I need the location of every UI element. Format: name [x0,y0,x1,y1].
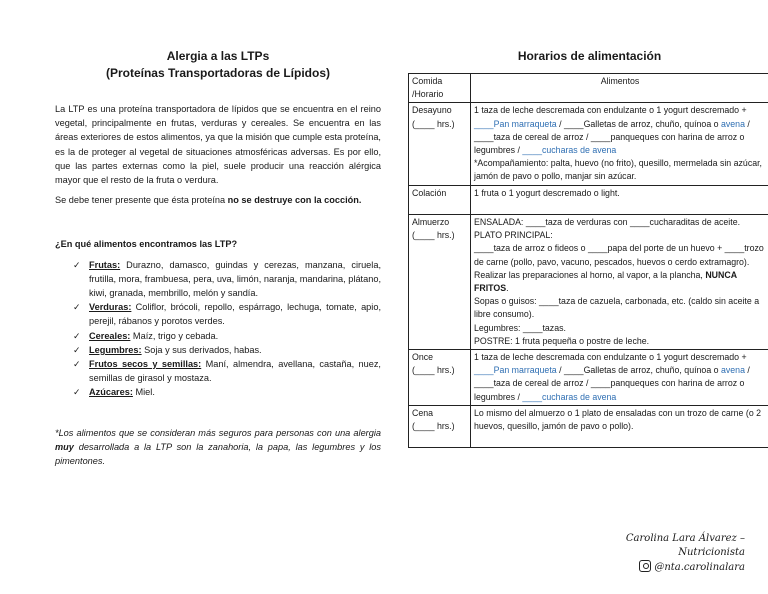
ltp-info-column [55,48,381,477]
meal-cell: Once (____ hrs.) [409,350,471,406]
foods-cell: 1 taza de leche descremada con endulzante o 1 yogurt descremado + ____Pan marraqueta / ____Galletas de arroz, chuño, quínoa o avena / ____taza de cereal de arroz / ____panqueques con harina de arroz o legumbres / ____cucharas de avena [471,350,768,406]
checkmark-icon: ✓ [73,387,81,398]
foods-cell: ENSALADA: ____taza de verduras con ____cucharaditas de aceite. PLATO PRINCIPAL: ____taza de arroz o fideos o ____papa del porte de un huevo + ____trozo de carne (pollo, pavo, vacuno, pescados, huevos o cerdo extramagro). Realizar las preparaciones al horno, al vapor, a la plancha, NUNCA FRITOS. Sopas o guisos: ____taza de cazuela, carbonada, etc. (caldo sin aceite a libre consumo). Legumbres: ____tazas. POSTRE: 1 fruta pequeña o postre de leche. [471,215,768,350]
ltp-description: La LTP es una proteína transportadora de lípidos que se encuentra en el reino vegetal, principalmente en frutas, verduras y cereales. Se encuentra en las áreas exteriores de estos alimentos, ya que la misión que cumple esta proteína, es la de proteger al vegetal de situaciones atmosféricas adversas. Es por ello, que las partes externas como la piel, suele producir una reacción alérgica mayor que el resto de la fruta o verdura. [55,104,381,186]
title-line-1: Alergia a las LTPs [166,49,270,63]
checkmark-icon: ✓ [73,302,81,313]
foods-question: ¿En qué alimentos encontramos las LTP? [55,239,238,250]
checkmark-icon: ✓ [73,330,81,341]
meal-cell: Desayuno (____ hrs.) [409,103,471,185]
table-row [409,215,768,350]
meal-cell: Colación [409,185,471,214]
ltp-title [55,48,381,82]
checkmark-icon: ✓ [73,359,81,370]
table-row [409,103,768,185]
list-item: ✓ Frutas: Durazno, damasco, guindas y cerezas, manzana, ciruela, frutilla, mora, frambuesa, pera, uva, limón, naranja, mandarina, plátano, kiwi, granada, membrillo, melón y sandía. [73,259,381,299]
instagram-icon [639,560,651,572]
header-meal-time: Comida /Horario [409,74,471,103]
header-foods: Alimentos [471,74,768,103]
foods-cell: 1 fruta o 1 yogurt descremado o light. [471,185,768,214]
meal-schedule-column [408,48,768,448]
author-name: Carolina Lara Álvarez – Nutricionista [625,533,745,558]
author-signature [560,532,745,575]
meal-table [408,73,768,448]
table-row [409,185,768,214]
table-row [409,405,768,448]
title-line-2: (Proteínas Transportadoras de Lípidos) [105,66,331,80]
schedule-title: Horarios de alimentación [517,49,662,63]
foods-cell: Lo mismo del almuerzo o 1 plato de ensaladas con un trozo de carne (o 2 huevos, quesillo, jamón de pavo o pollo). [471,405,768,448]
instagram-handle-line: @nta.carolinalara [560,560,745,575]
list-item: ✓ Legumbres: Soja y sus derivados, habas. [73,343,381,357]
table-row [409,350,768,406]
list-item: ✓ Azúcares: Miel. [73,385,381,399]
list-item: ✓ Verduras: Coliflor, brócoli, repollo, espárrago, lechuga, tomate, apio, perejil, rábanos y porotos verdes. [73,302,381,327]
food-list [55,258,381,400]
list-item: ✓ Frutos secos y semillas: Maní, almendra, avellana, castaña, nuez, semillas de girasol y mostaza. [73,359,381,384]
meal-cell: Almuerzo (____ hrs.) [409,215,471,350]
meal-cell: Cena (____ hrs.) [409,405,471,448]
checkmark-icon: ✓ [73,344,81,355]
table-header-row [409,74,768,103]
cooking-warning: Se debe tener presente que ésta proteína no se destruye con la cocción. [55,195,362,206]
list-item: ✓ Cereales: Maíz, trigo y cebada. [73,329,381,343]
foods-cell: 1 taza de leche descremada con endulzante o 1 yogurt descremado + ____Pan marraqueta / ____Galletas de arroz, chuño, quínoa o avena / ____taza de cereal de arroz / ____panqueques con harina de arroz o legumbres / ____cucharas de avena *Acompañamiento: palta, huevo (no frito), quesillo, mermelada sin azúcar, jamón de pavo o pollo, manjar sin azúcar. [471,103,768,185]
checkmark-icon: ✓ [73,259,81,270]
safe-foods-note: *Los alimentos que se consideran más seguros para personas con una alergia muy desarrollada a la LTP son la zanahoria, la papa, las legumbres y los pimentones. [55,427,381,467]
